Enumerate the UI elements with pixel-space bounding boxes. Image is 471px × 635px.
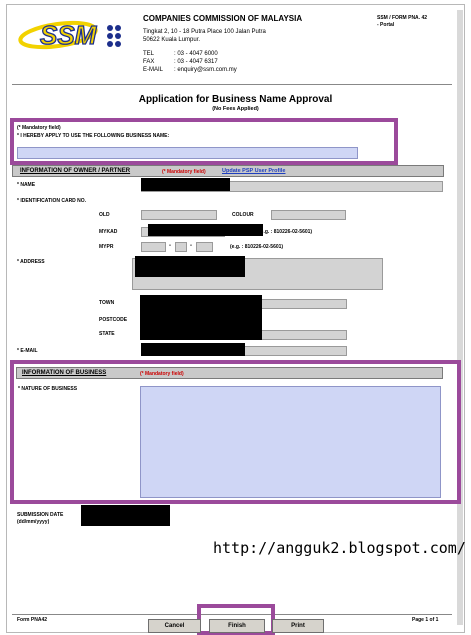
header-divider <box>12 84 452 85</box>
redacted-name <box>141 178 230 191</box>
email-label-header: E-MAIL <box>143 67 164 73</box>
tel-label: TEL <box>143 51 155 57</box>
state-label: STATE <box>99 331 115 337</box>
colour-input[interactable] <box>271 210 346 220</box>
postcode-label: POSTCODE <box>99 317 128 323</box>
mypr-input-1[interactable] <box>141 242 166 252</box>
update-profile-link[interactable]: Update PSP User Profile <box>222 168 286 174</box>
page-title: Application for Business Name Approval <box>138 94 333 105</box>
tel-value: : 03 - 4047 6000 <box>174 51 218 57</box>
page-subtitle: (No Fees Applied) <box>212 106 259 112</box>
mykad-example: (e.g. : 810226-02-5601) <box>259 229 313 235</box>
mandatory-note: (* Mandatory field) <box>17 125 61 131</box>
submission-date-label: SUBMISSION DATE <box>17 512 64 518</box>
business-name-input[interactable] <box>17 147 358 159</box>
fax-value: : 03 - 4047 6317 <box>174 59 218 65</box>
address-line-2: 50622 Kuala Lumpur. <box>143 37 201 43</box>
submission-date-format: (dd/mm/yyyy) <box>17 519 50 525</box>
old-ic-input[interactable] <box>141 210 217 220</box>
id-card-label: * IDENTIFICATION CARD NO. <box>17 198 87 204</box>
redacted-mykad <box>148 224 263 236</box>
mypr-dash-1: - <box>169 243 171 249</box>
name-label: * NAME <box>17 182 36 188</box>
apply-name-label: * I HEREBY APPLY TO USE THE FOLLOWING BUSINESS NAME: <box>17 133 170 139</box>
email-value-header: : enquiry@ssm.com.my <box>174 67 237 73</box>
owner-section-title: INFORMATION OF OWNER / PARTNER <box>20 168 131 174</box>
form-ref: SSM / FORM PNA. 42 <box>377 15 428 21</box>
mypr-example: (e.g. : 810226-02-5601) <box>230 244 284 250</box>
print-button[interactable]: Print <box>272 619 324 633</box>
mypr-dash-2: - <box>190 243 192 249</box>
footer-form-name: Form PNA42 <box>17 617 48 623</box>
colour-label: COLOUR <box>232 212 254 218</box>
fax-label: FAX <box>143 59 155 65</box>
redacted-address <box>135 256 245 277</box>
cancel-button[interactable]: Cancel <box>148 619 201 633</box>
mypr-input-3[interactable] <box>196 242 213 252</box>
ssm-logo <box>18 14 122 54</box>
mykad-label: MYKAD <box>99 229 118 235</box>
org-name: COMPANIES COMMISSION OF MALAYSIA <box>143 14 303 23</box>
owner-mandatory-note: (* Mandatory field) <box>162 169 206 175</box>
business-section-title: INFORMATION OF BUSINESS <box>22 370 107 376</box>
redacted-submission-date <box>81 505 170 526</box>
mypr-label: MYPR <box>99 244 114 250</box>
blog-watermark: http://angguk2.blogspot.com/ <box>213 539 466 557</box>
form-ref-portal: - Portal <box>377 22 395 28</box>
address-label: * ADDRESS <box>17 259 45 265</box>
business-mandatory-note: (* Mandatory field) <box>140 371 184 377</box>
email-label: * E-MAIL <box>17 348 38 354</box>
footer-page-info: Page 1 of 1 <box>412 617 439 623</box>
redacted-town-state <box>140 295 262 340</box>
town-label: TOWN <box>99 300 115 306</box>
nature-of-business-textarea[interactable] <box>140 386 441 498</box>
nature-label: * NATURE OF BUSINESS <box>18 386 78 392</box>
old-label: OLD <box>99 212 110 218</box>
redacted-email <box>141 343 245 356</box>
mypr-input-2[interactable] <box>175 242 187 252</box>
svg-text:SSM: SSM <box>40 20 97 50</box>
finish-button[interactable]: Finish <box>209 619 265 633</box>
address-line-1: Tingkat 2, 10 - 18 Putra Place 100 Jalan Putra <box>143 29 266 35</box>
